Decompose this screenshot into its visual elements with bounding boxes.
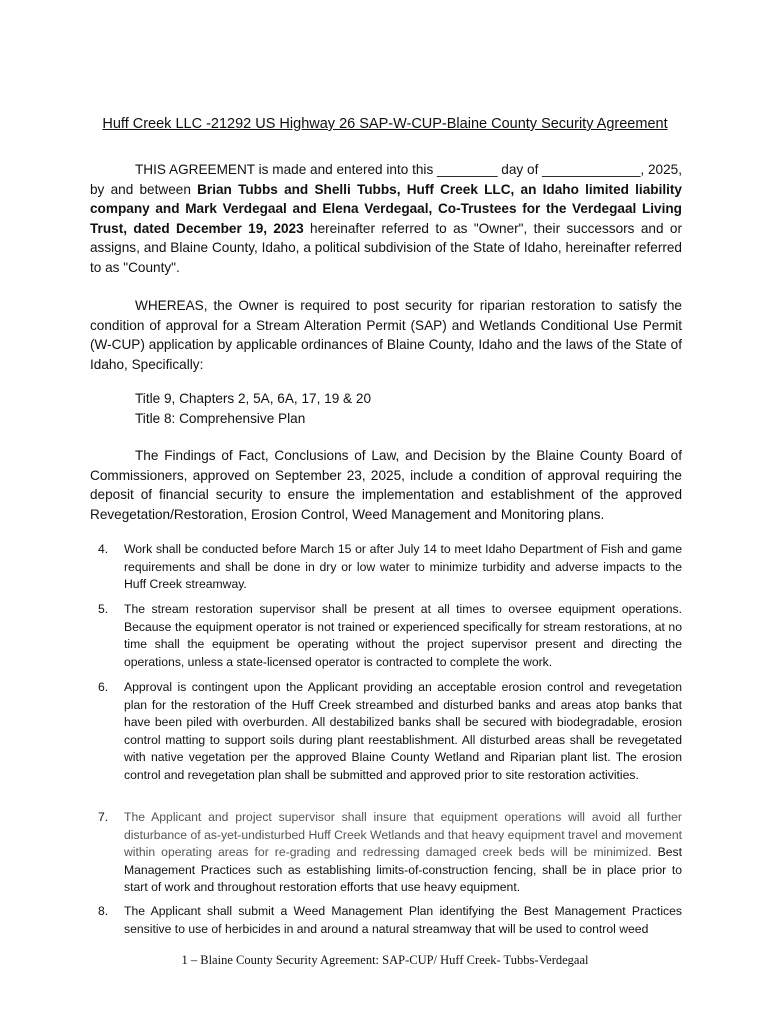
intro-paragraph: [90, 160, 682, 278]
item-text: The stream restoration supervisor shall be present at all times to oversee equipment operations. Because the equipment operator is not trained or experienced specifically for stream restorations, at no time shall the equipment be operating without the project supervisor present and directing the operations, unless a state-licensed operator is contracted to complete the work.: [124, 602, 682, 669]
whereas-text: WHEREAS, the Owner is required to post security for riparian restoration to satisfy the condition of approval for a Stream Alteration Permit (SAP) and Wetlands Conditional Use Permit (W-CUP) application by applicable ordinances of Blaine County, Idaho and the laws of the State of Idaho, Specifically:: [90, 298, 682, 372]
list-item-7: [98, 809, 682, 897]
list-item-6: [98, 679, 682, 785]
intro-text-1: THIS AGREEMENT is made and entered into this ________ day of _____________, 2025, by and between: [90, 162, 682, 197]
title-8-line: Title 8: Comprehensive Plan: [135, 411, 306, 426]
whereas-paragraph: [90, 296, 682, 374]
item-text: Work shall be conducted before March 15 or after July 14 to meet Idaho Department of Fish and game requirements and shall be done in dry or low water to minimize turbidity and adverse impacts to the Huff Creek streamway.: [124, 542, 682, 592]
list-item-4: [98, 541, 682, 594]
item-number: 7.: [98, 810, 109, 824]
item-number: 6.: [98, 680, 109, 694]
item-text-dark: Best Management Practices such as establishing limits-of-construction fencing, shall be in place prior to start of work and throughout restoration efforts that use heavy equipment.: [124, 845, 682, 895]
titles-list: [135, 389, 371, 429]
findings-text: The Findings of Fact, Conclusions of Law, and Decision by the Blaine County Board of Commissioners, approved on September 23, 2025, include a condition of approval requiring the deposit of financial security to ensure the implementation and establishment of the approved Revegetation/Restoration, Erosion Control, Weed Management and Monitoring plans.: [90, 448, 682, 522]
item-number: 5.: [98, 602, 109, 616]
page-footer: 1 – Blaine County Security Agreement: SAP-CUP/ Huff Creek- Tubbs-Verdegaal: [181, 953, 589, 967]
intro-parties: Brian Tubbs and Shelli Tubbs, Huff Creek LLC, an Idaho limited liability company and Mark Verdegaal and Elena Verdegaal, Co-Trustees for the Verdegaal Living Trust, dated December 19, 2023: [90, 181, 682, 236]
list-item-5: [98, 601, 682, 671]
item-number: 4.: [98, 542, 109, 556]
agreement-title: Huff Creek LLC -21292 US Highway 26 SAP-W-CUP-Blaine County Security Agreement: [102, 116, 668, 132]
intro-text-2: hereinafter referred to as "Owner", their successors and or assigns, and Blaine County, Idaho, a political subdivision of the State of Idaho, hereinafter referred to as "County".: [90, 220, 682, 275]
item-text: Approval is contingent upon the Applicant providing an acceptable erosion control and revegetation plan for the restoration of the Huff Creek streambed and disturbed banks and areas atop banks that have been piled with overburden. All destabilized banks shall be secured with biodegradable, erosion control matting to support soils during plant reestablishment. All disturbed areas shall be revegetated with native vegetation per the approved Blaine County Wetland and Riparian plant list. The erosion control and revegetation plan shall be submitted and approved prior to site restoration activities.: [124, 680, 682, 782]
item-text-gray: The Applicant and project supervisor shall insure that equipment operations will avoid all further disturbance of as-yet-undisturbed Huff Creek Wetlands and that heavy equipment travel and movement within operating areas for re-grading and redressing damaged creek beds will be minimized.: [124, 810, 682, 860]
item-text: [124, 809, 682, 897]
findings-paragraph: [90, 446, 682, 524]
title-9-line: Title 9, Chapters 2, 5A, 6A, 17, 19 & 20: [135, 391, 372, 406]
item-text: The Applicant shall submit a Weed Management Plan identifying the Best Management Practices sensitive to use of herbicides in and around a natural streamway that will be used to control weed: [124, 904, 682, 936]
item-number: 8.: [98, 904, 109, 918]
list-item-8: [98, 903, 682, 938]
